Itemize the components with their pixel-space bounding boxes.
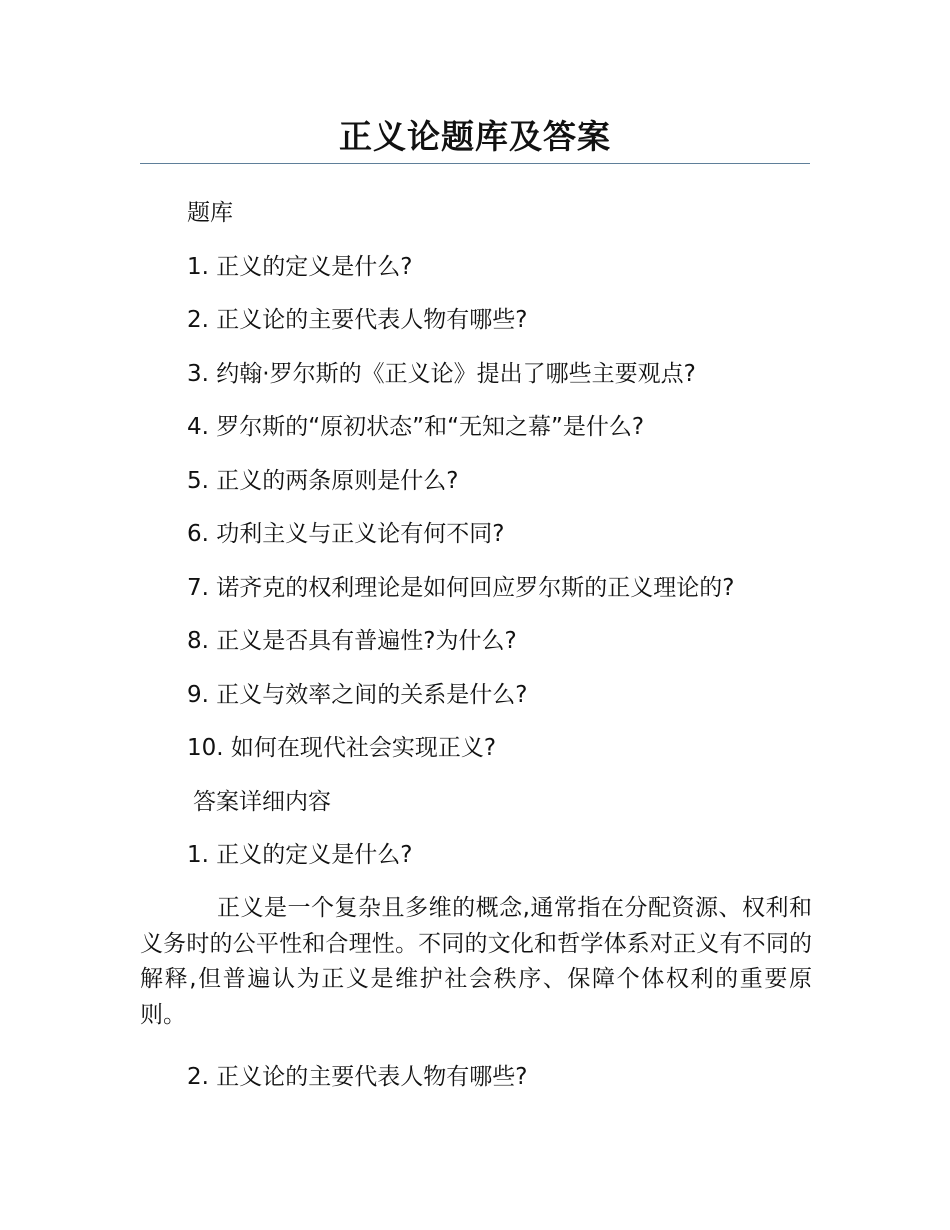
question-item: 8. 正义是否具有普遍性?为什么? xyxy=(187,628,517,654)
question-item: 9. 正义与效率之间的关系是什么? xyxy=(187,682,528,708)
question-item: 10. 如何在现代社会实现正义? xyxy=(187,735,497,761)
answer-question: 2. 正义论的主要代表人物有哪些? xyxy=(187,1064,528,1090)
question-item: 7. 诺齐克的权利理论是如何回应罗尔斯的正义理论的? xyxy=(187,575,735,601)
question-item: 1. 正义的定义是什么? xyxy=(187,254,413,280)
title-divider xyxy=(140,163,810,164)
question-item: 2. 正义论的主要代表人物有哪些? xyxy=(187,307,528,333)
question-item: 4. 罗尔斯的“原初状态”和“无知之幕”是什么? xyxy=(187,414,645,440)
answer-paragraph: 正义是一个复杂且多维的概念,通常指在分配资源、权利和义务时的公平性和合理性。不同的文化和哲学体系对正义有不同的解释,但普遍认为正义是维护社会秩序、保障个体权利的重要原则。 xyxy=(140,895,812,1028)
section-heading-questions: 题库 xyxy=(187,200,233,226)
answer-question: 1. 正义的定义是什么? xyxy=(187,842,413,868)
document-title: 正义论题库及答案 xyxy=(339,117,611,156)
section-heading-answers: 答案详细内容 xyxy=(193,789,331,815)
question-item: 6. 功利主义与正义论有何不同? xyxy=(187,521,505,547)
question-item: 5. 正义的两条原则是什么? xyxy=(187,468,459,494)
question-item: 3. 约翰·罗尔斯的《正义论》提出了哪些主要观点? xyxy=(187,361,696,387)
